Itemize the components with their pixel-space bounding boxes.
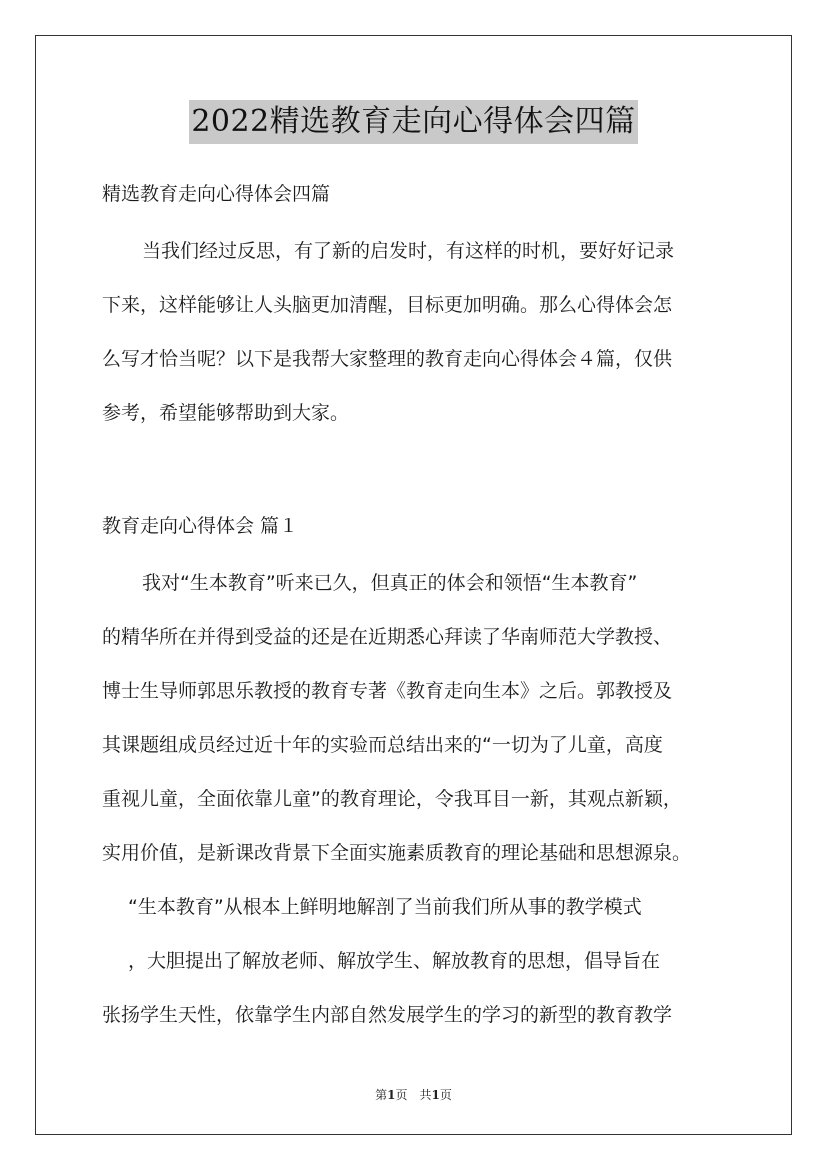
intro-paragraph (102, 224, 730, 440)
paragraph-line: 实用价值，是新课改背景下全面实施素质教育的理论基础和思想源泉。 (102, 842, 692, 864)
title-container (0, 100, 827, 144)
paragraph-line: 的精华所在并得到受益的还是在近期悉心拜读了华南师范大学教授、 (102, 626, 673, 648)
footer-page-prefix: 第 (375, 1088, 388, 1102)
footer-page-total: 1 (431, 1088, 440, 1102)
spacer (102, 440, 730, 504)
paragraph-line: 当我们经过反思，有了新的启发时，有这样的时机，要好好记录 (142, 240, 675, 262)
paragraph-line: 其课题组成员经过近十年的实验而总结出来的“一切为了儿童，高度 (102, 734, 663, 756)
section-heading: 教育走向心得体会 篇１ (102, 515, 299, 537)
paragraph-line: ，大胆提出了解放老师、解放学生、解放教育的思想，倡导旨在 (128, 950, 661, 972)
paragraph-line: 参考，希望能够帮助到大家。 (102, 402, 350, 424)
paragraph-line: 么写才恰当呢？以下是我帮大家整理的教育走向心得体会４篇，仅供 (102, 348, 673, 370)
paragraph-line: 我对“生本教育”听来已久，但真正的体会和领悟“生本教育” (142, 572, 638, 594)
paragraph-line: 博士生导师郭思乐教授的教育专著《教育走向生本》之后。郭教授及 (102, 680, 673, 702)
section1-paragraph-2 (102, 880, 730, 1042)
footer-page-suffix: 页 (439, 1088, 452, 1102)
document-body (102, 172, 730, 1042)
paragraph-line: “生本教育”从根本上鲜明地解剖了当前我们所从事的教学模式 (128, 896, 642, 918)
document-title: 2022精选教育走向心得体会四篇 (189, 100, 637, 144)
footer-page-current: 1 (387, 1088, 396, 1102)
paragraph-line: 张扬学生天性，依靠学生内部自然发展学生的学习的新型的教育教学 (102, 1004, 673, 1026)
page-footer (0, 1086, 827, 1103)
section1-paragraph-1 (102, 556, 730, 880)
paragraph-line: 重视儿童，全面依靠儿童”的教育理论，令我耳目一新，其观点新颖， (102, 788, 682, 810)
document-subtitle: 精选教育走向心得体会四篇 (102, 183, 331, 205)
footer-page-mid: 页 共 (395, 1088, 432, 1102)
paragraph-line: 下来，这样能够让人头脑更加清醒，目标更加明确。那么心得体会怎 (102, 294, 673, 316)
